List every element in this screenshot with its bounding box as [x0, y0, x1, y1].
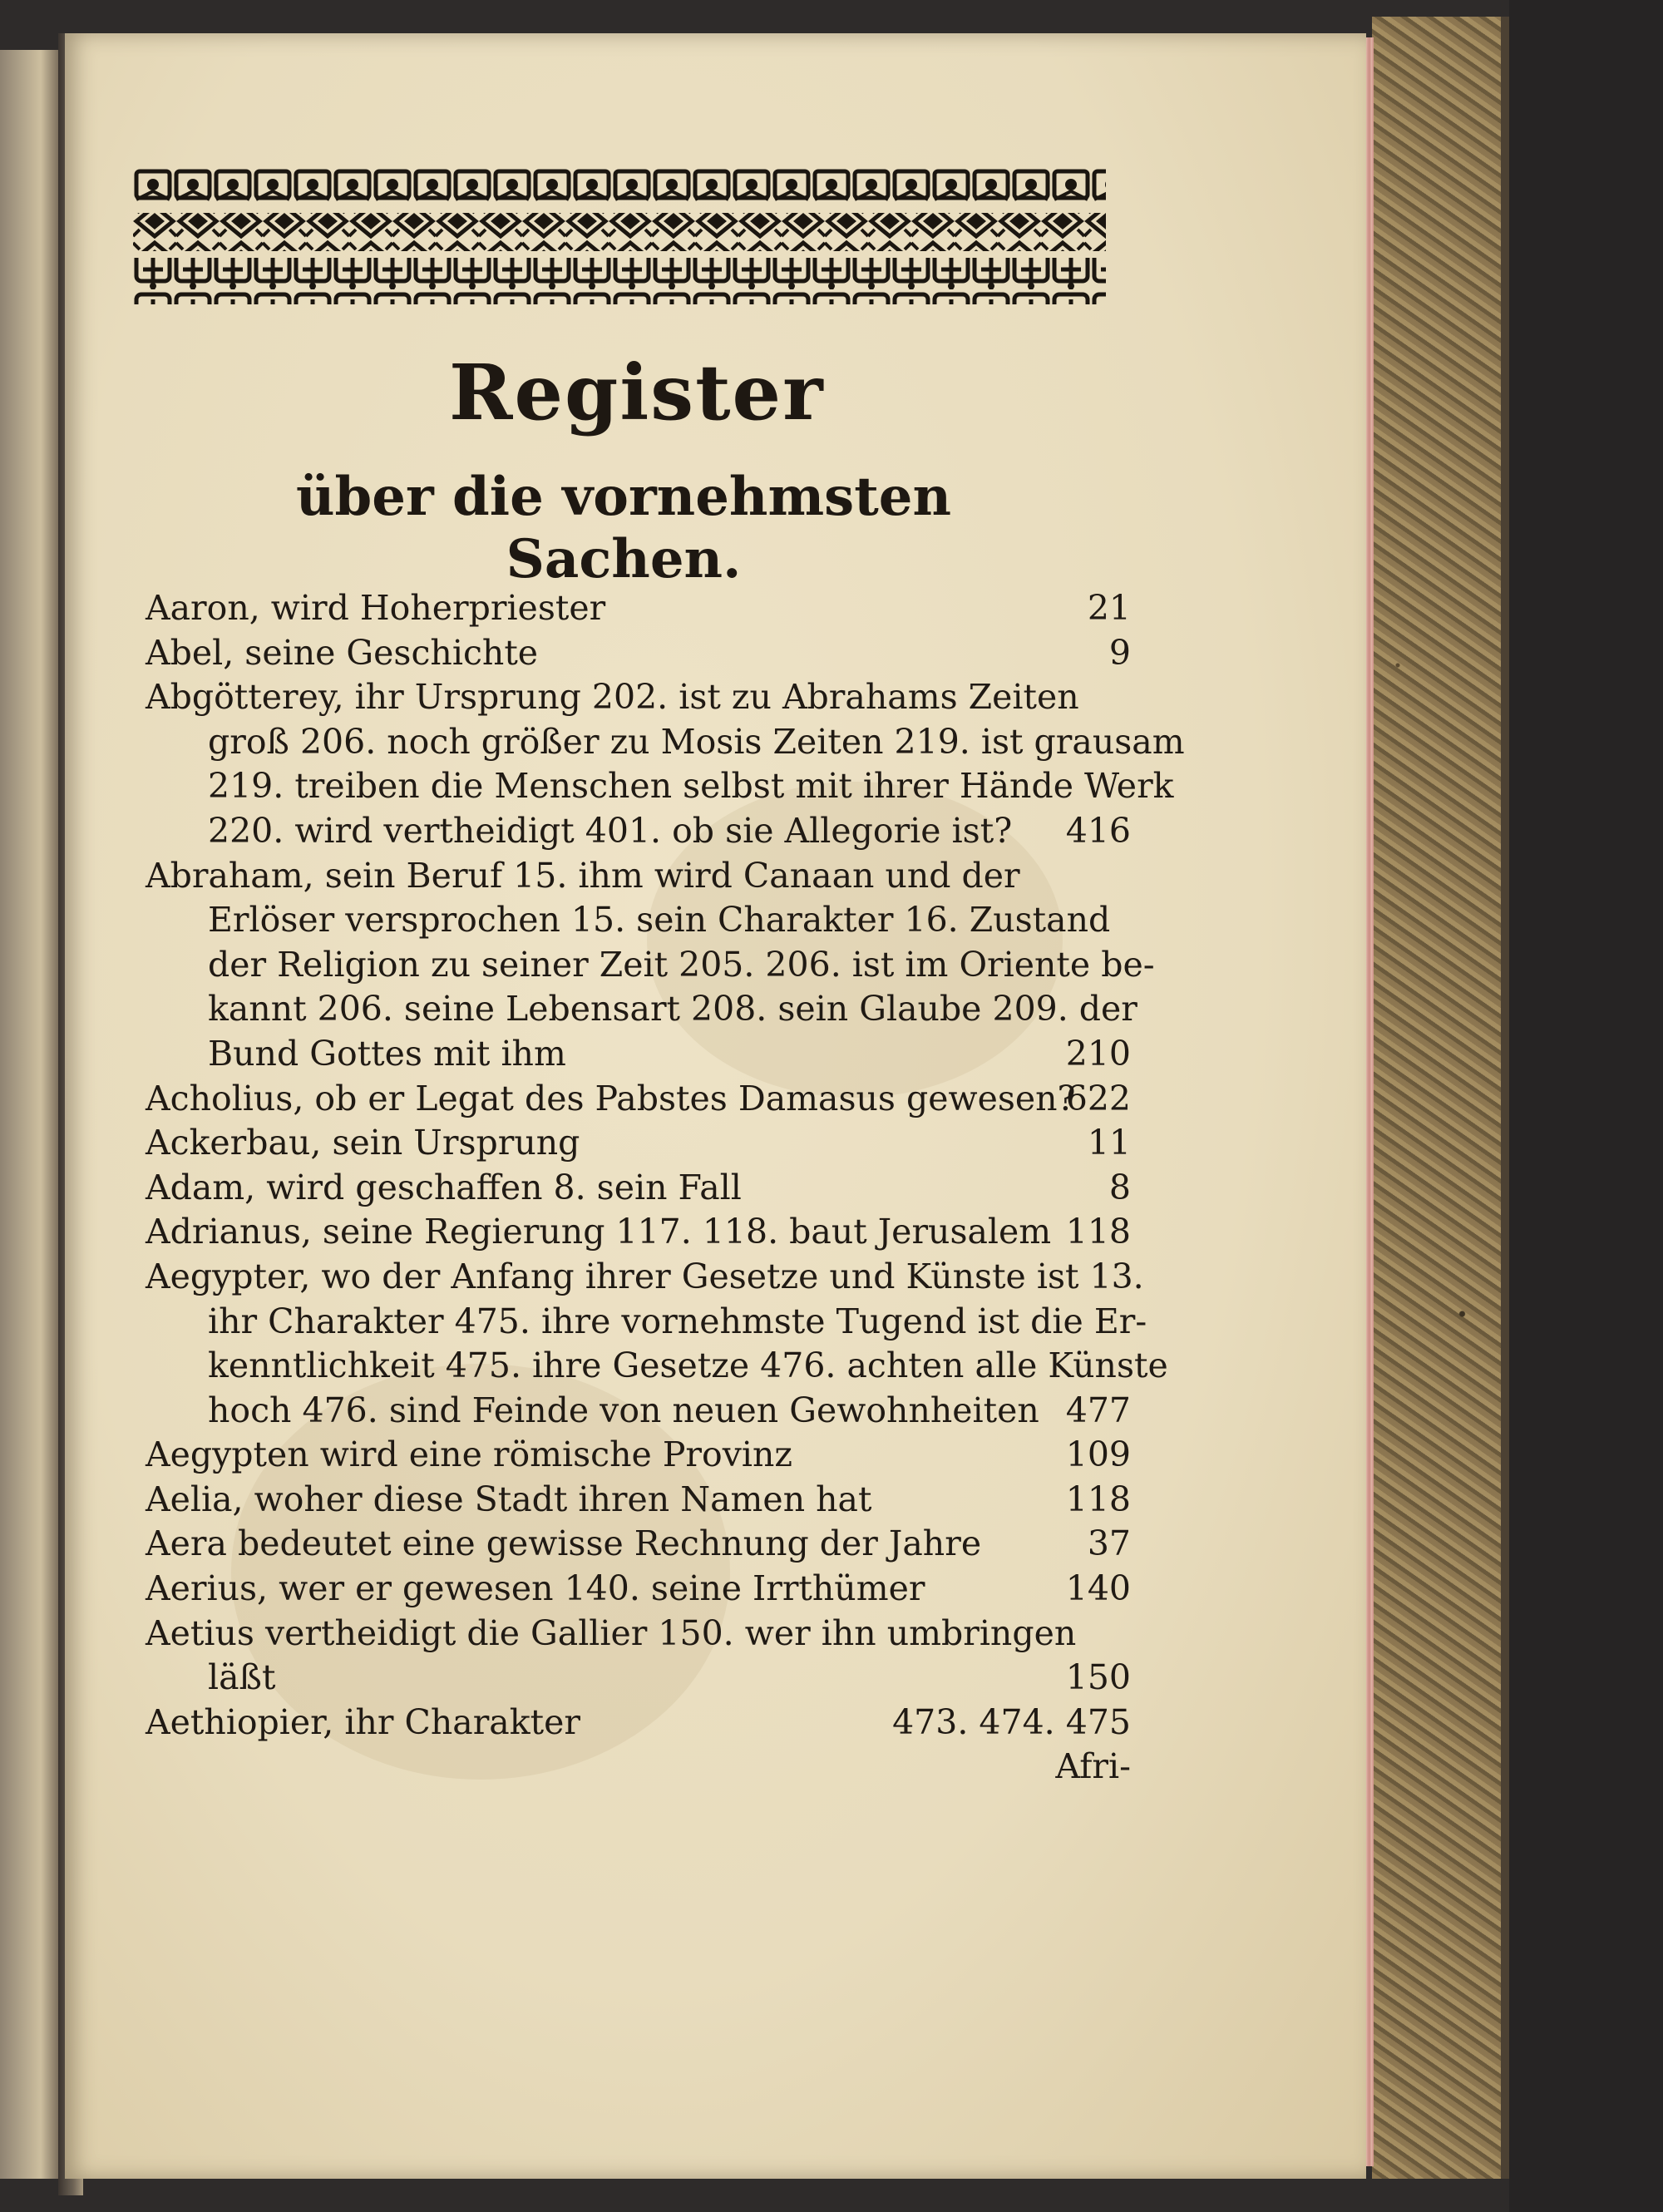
page-subtitle: über die vornehmsten Sachen. [296, 466, 951, 590]
index-line: Adrianus, seine Regierung 117. 118. baut Jerusalem 118 [146, 1212, 1131, 1252]
index-line: Adam, wird geschaffen 8. sein Fall 8 [146, 1167, 1131, 1207]
left-page-edge [0, 50, 63, 2179]
index-line: 220. wird vertheidigt 401. ob sie Allegorie ist? 416 [208, 810, 1131, 851]
index-line: kenntlichkeit 475. ihre Gesetze 476. achten alle Künste [208, 1345, 1168, 1386]
catchword: Afri- [1055, 1746, 1131, 1787]
index-line: Abel, seine Geschichte 9 [146, 632, 1131, 673]
background-right [1509, 0, 1663, 2212]
index-line: Bund Gottes mit ihm 210 [208, 1033, 1131, 1074]
index-line: Abgötterey, ihr Ursprung 202. ist zu Abrahams Zeiten [146, 677, 1079, 718]
decorative-header-border [133, 166, 1106, 308]
index-line: Abraham, sein Beruf 15. ihm wird Canaan und der [146, 855, 1020, 896]
index-line: kannt 206. seine Lebensart 208. sein Glaube 209. der [208, 989, 1137, 1029]
index-line: Aegypter, wo der Anfang ihrer Gesetze und Künste ist 13. [146, 1256, 1144, 1296]
index-line: Aerius, wer er gewesen 140. seine Irrthümer 140 [146, 1568, 1131, 1609]
index-line: 219. treiben die Menschen selbst mit ihrer Hände Werk [208, 766, 1174, 807]
index-line: Ackerbau, sein Ursprung 11 [146, 1123, 1131, 1163]
catchword-line [146, 1745, 1131, 1790]
index-line: Acholius, ob er Legat des Pabstes Damasus gewesen? 622 [146, 1078, 1131, 1118]
page-title: Register [449, 348, 825, 437]
index-line: hoch 476. sind Feinde von neuen Gewohnheiten 477 [208, 1390, 1131, 1430]
index-line: ihr Charakter 475. ihre vornehmste Tugend ist die Er- [208, 1301, 1147, 1341]
index-entries [146, 586, 1185, 1790]
index-line: Aegypten wird eine römische Provinz 109 [146, 1434, 1131, 1475]
index-line: Aethiopier, ihr Charakter 473. 474. 475 [146, 1701, 1131, 1742]
index-line: Aaron, wird Hoherpriester 21 [146, 588, 1131, 628]
index-line: groß 206. noch größer zu Mosis Zeiten 219. ist grausam [208, 721, 1185, 762]
index-line: der Religion zu seiner Zeit 205. 206. ist im Oriente be- [208, 944, 1155, 985]
book-cover-edge [1372, 17, 1509, 2179]
index-line: Aelia, woher diese Stadt ihren Namen hat 118 [146, 1479, 1131, 1519]
index-line: Erlöser versprochen 15. sein Charakter 16. Zustand [208, 900, 1111, 941]
index-line: läßt 150 [208, 1657, 1131, 1698]
index-line: Aetius vertheidigt die Gallier 150. wer ihn umbringen [146, 1612, 1077, 1653]
index-line: Aera bedeutet eine gewisse Rechnung der Jahre 37 [146, 1523, 1131, 1564]
